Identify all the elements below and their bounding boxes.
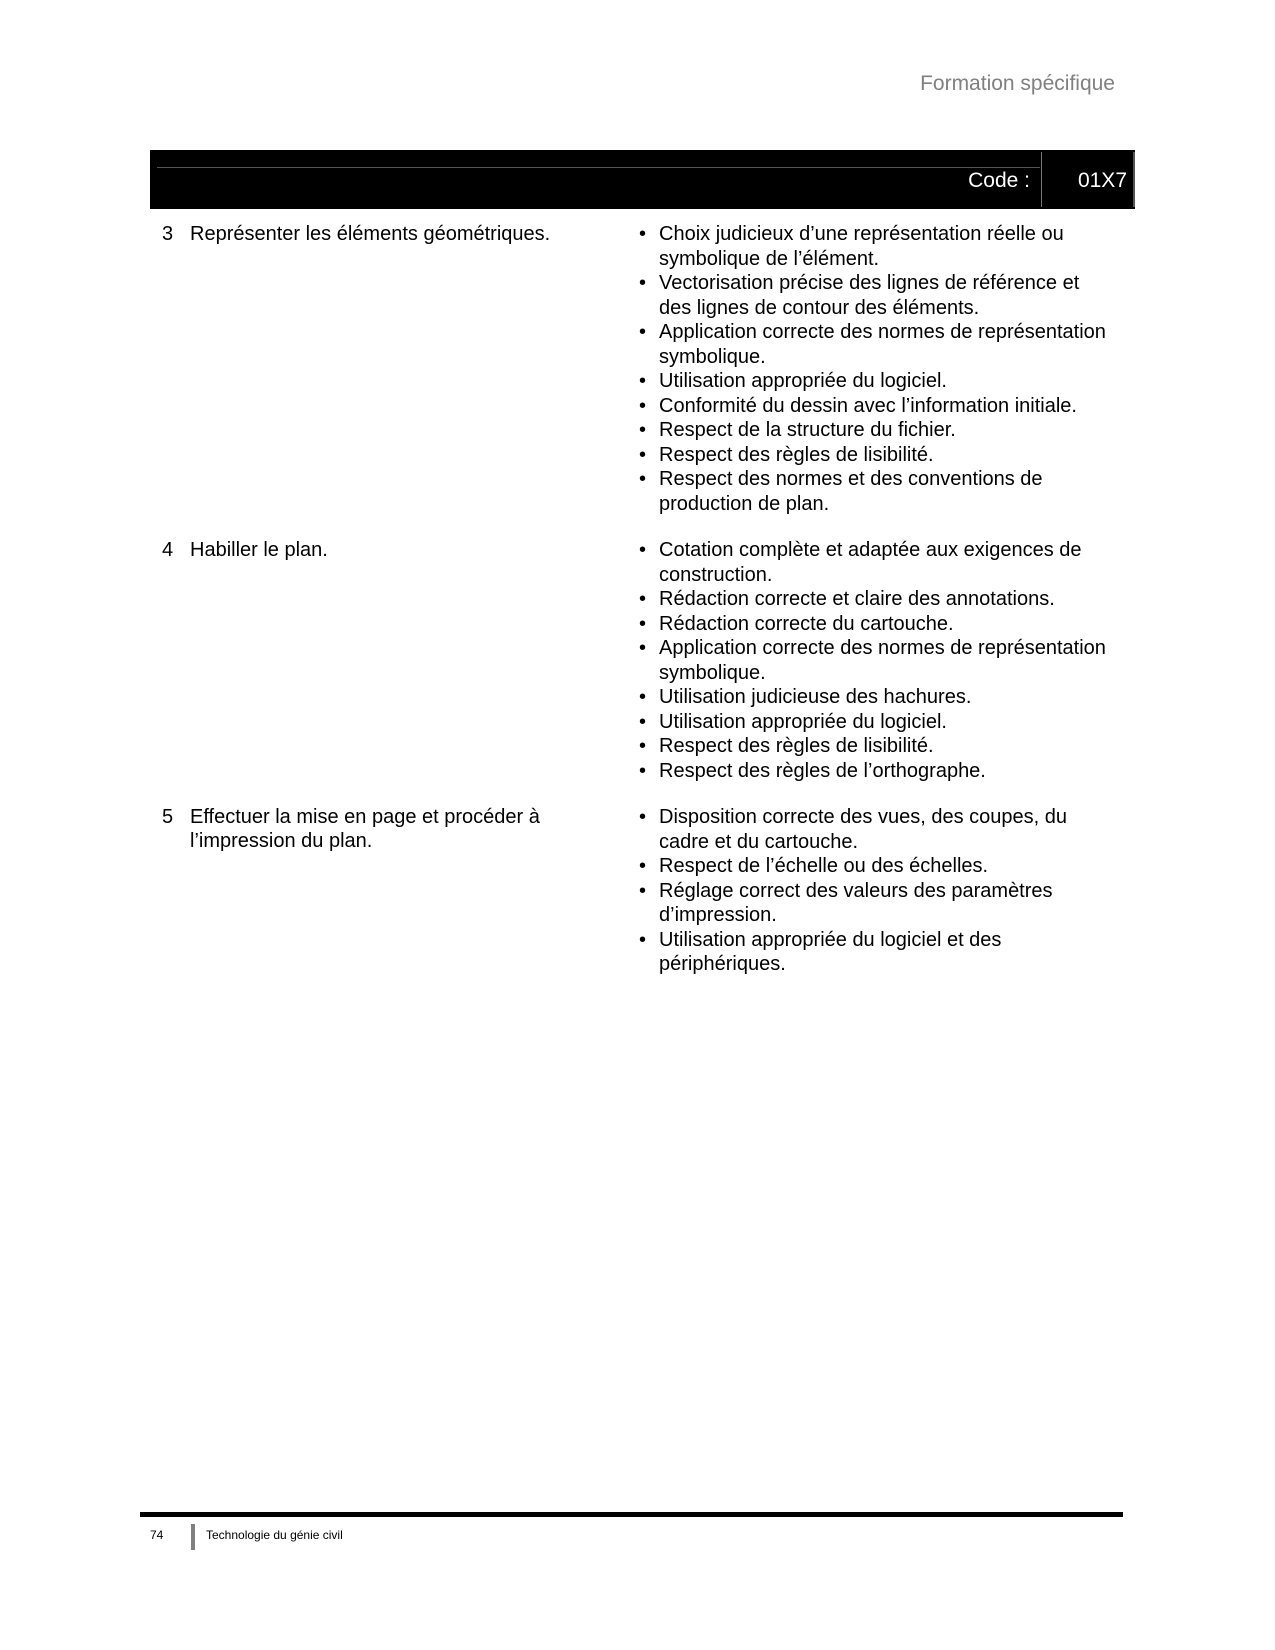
- criteria-item: • Application correcte des normes de représentation symbolique.: [634, 320, 1114, 369]
- criteria-list: [634, 805, 1114, 977]
- code-value: 01X7: [1077, 169, 1127, 192]
- criteria-item: • Respect des normes et des conventions de production de plan.: [634, 467, 1114, 516]
- table-row: [150, 805, 1135, 977]
- code-bar-rule: [157, 167, 1040, 168]
- step-text: Effectuer la mise en page et procéder à l’impression du plan.: [190, 806, 540, 852]
- criteria-item: • Respect des règles de lisibilité.: [634, 443, 1114, 468]
- criteria-item: • Utilisation appropriée du logiciel et des périphériques.: [634, 928, 1114, 977]
- criteria-item: • Choix judicieux d’une représentation réelle ou symbolique de l’élément.: [634, 222, 1114, 271]
- step-cell: [150, 222, 634, 516]
- running-header-title: Formation spécifique: [920, 72, 1115, 95]
- table-row: [150, 222, 1135, 516]
- criteria-item: • Respect des règles de lisibilité.: [634, 734, 1114, 759]
- code-label: Code :: [968, 169, 1030, 192]
- criteria-item: • Disposition correcte des vues, des coupes, du cadre et du cartouche.: [634, 805, 1114, 854]
- criteria-item: • Réglage correct des valeurs des paramètres d’impression.: [634, 879, 1114, 928]
- criteria-list: [634, 538, 1114, 783]
- criteria-item: • Rédaction correcte et claire des annotations.: [634, 587, 1114, 612]
- step-cell: [150, 805, 634, 977]
- code-bar: [150, 150, 1135, 209]
- code-bar-edge: [1133, 152, 1135, 207]
- footer-separator: [191, 1524, 195, 1550]
- criteria-item: • Rédaction correcte du cartouche.: [634, 612, 1114, 637]
- table-row: [150, 538, 1135, 783]
- criteria-item: • Respect de l’échelle ou des échelles.: [634, 854, 1114, 879]
- criteria-item: • Respect de la structure du fichier.: [634, 418, 1114, 443]
- competency-table: [150, 222, 1135, 999]
- page-number: 74: [150, 1528, 164, 1542]
- footer-document-title: Technologie du génie civil: [206, 1528, 343, 1542]
- criteria-item: • Vectorisation précise des lignes de référence et des lignes de contour des éléments.: [634, 271, 1114, 320]
- criteria-item: • Cotation complète et adaptée aux exigences de construction.: [634, 538, 1114, 587]
- step-text: Représenter les éléments géométriques.: [190, 223, 551, 245]
- step-text: Habiller le plan.: [190, 539, 328, 561]
- criteria-item: • Utilisation appropriée du logiciel.: [634, 710, 1114, 735]
- criteria-item: • Utilisation appropriée du logiciel.: [634, 369, 1114, 394]
- step-number: 5: [162, 806, 174, 828]
- step-number: 3: [162, 223, 174, 245]
- step-cell: [150, 538, 634, 783]
- criteria-item: • Application correcte des normes de représentation symbolique.: [634, 636, 1114, 685]
- code-bar-divider: [1041, 152, 1042, 207]
- footer-rule: [140, 1512, 1123, 1517]
- step-number: 4: [162, 539, 174, 561]
- criteria-item: • Respect des règles de l’orthographe.: [634, 759, 1114, 784]
- criteria-item: • Conformité du dessin avec l’information initiale.: [634, 394, 1114, 419]
- criteria-list: [634, 222, 1114, 516]
- criteria-item: • Utilisation judicieuse des hachures.: [634, 685, 1114, 710]
